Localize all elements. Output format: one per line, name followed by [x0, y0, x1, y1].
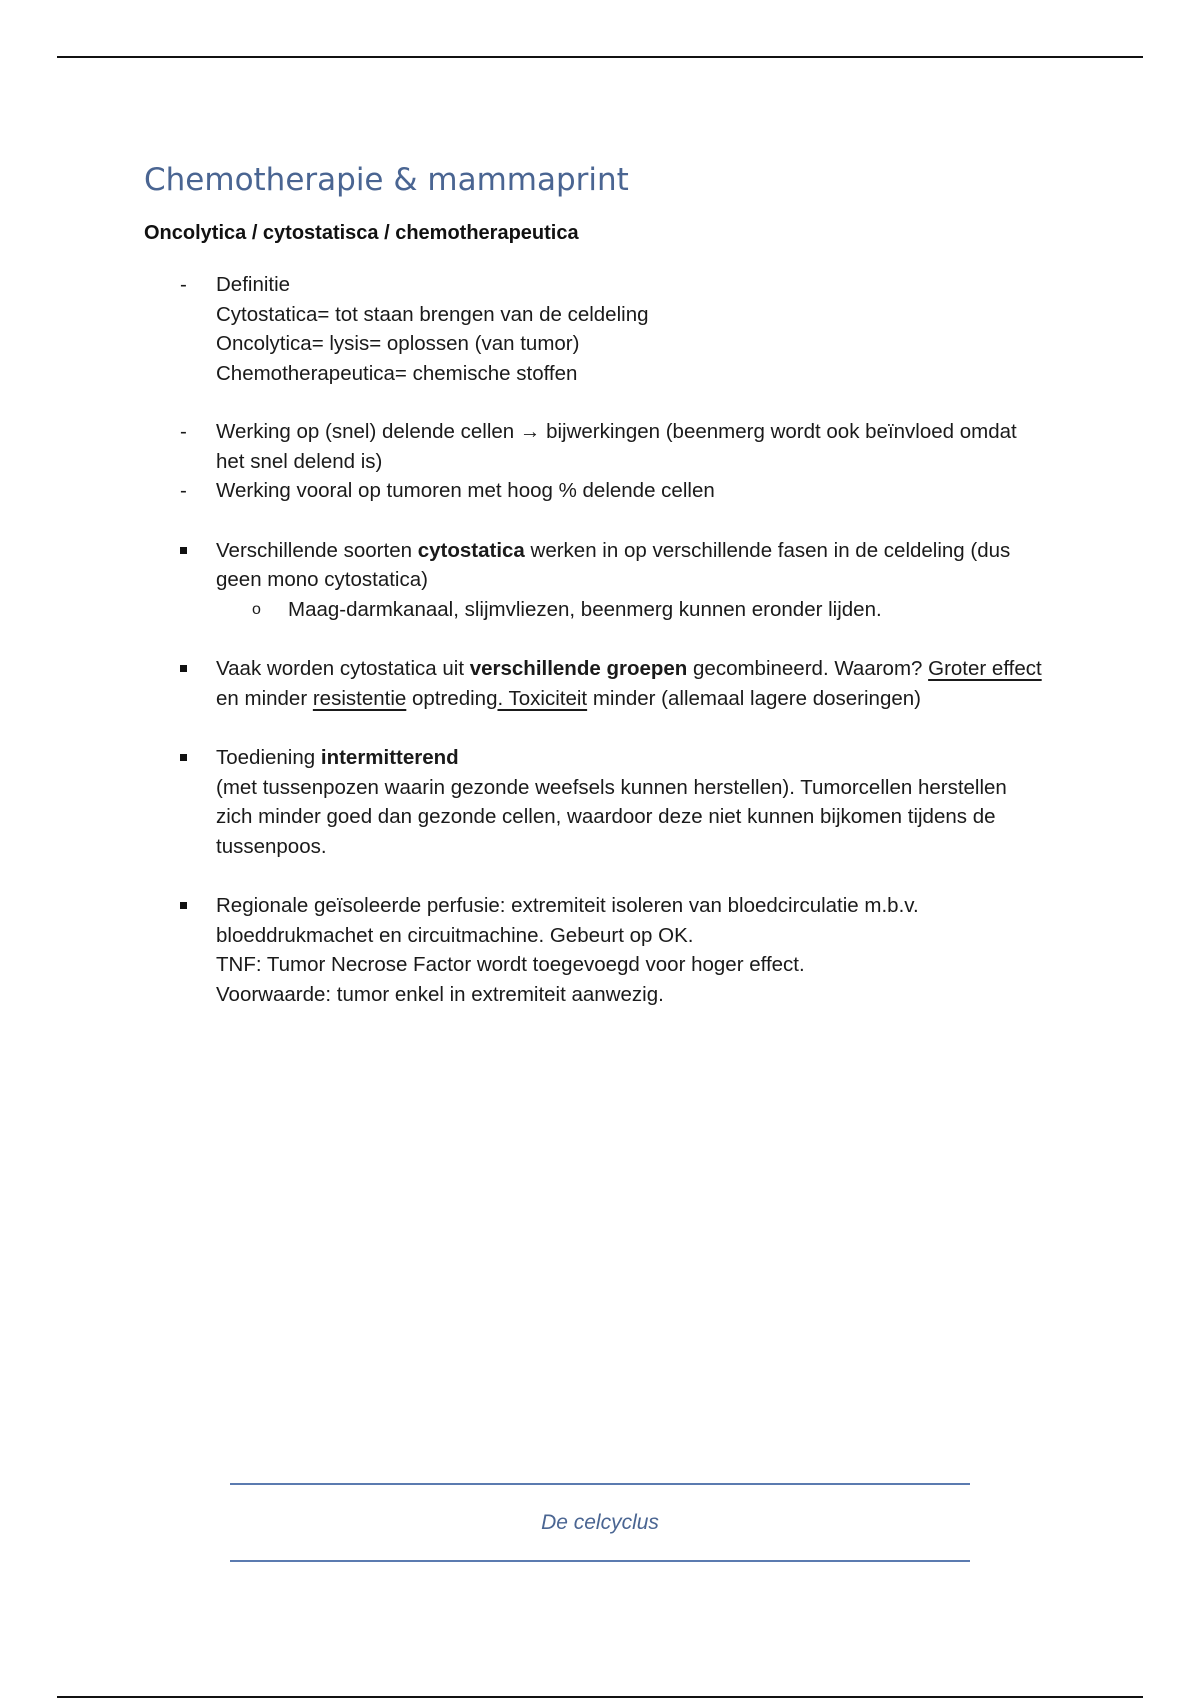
administration-item — [144, 743, 1044, 861]
types-bold: cytostatica — [417, 538, 525, 562]
perfusion-line-2: TNF: Tumor Necrose Factor wordt toegevoegd voor hoger effect. — [216, 953, 805, 976]
types-text-b: werken in op verschillende fasen in de celdeling (dus geen mono cytostatica) — [216, 538, 1011, 591]
combination-item — [144, 654, 1044, 713]
square-bullet-icon — [180, 743, 200, 761]
dash-marker: - — [180, 479, 187, 502]
page-title: Chemotherapie & mammaprint — [144, 162, 629, 198]
arrow-right-icon: → — [519, 420, 541, 443]
perfusion-line-1: Regionale geïsoleerde perfusie: extremiteit isoleren van bloedcirculatie m.b.v. bloeddrukmachet en circuitmachine. Gebeurt op OK. — [216, 894, 919, 947]
administration-text-a: Toediening — [216, 746, 321, 769]
combination-underline-resistance: resistentie — [312, 686, 407, 710]
footer-rule — [57, 1696, 1143, 1698]
square-bullet-icon — [180, 654, 200, 672]
types-sub-item — [216, 595, 1044, 625]
definition-line-cytostatica: Cytostatica= tot staan brengen van de celdeling — [216, 302, 649, 326]
combination-text-c: en minder — [216, 686, 313, 710]
combination-bold: verschillende groepen — [469, 657, 688, 680]
types-item — [144, 536, 1044, 625]
circle-bullet-icon: o — [252, 600, 261, 618]
definition-line-chemotherapeutica: Chemotherapeutica= chemische stoffen — [216, 361, 578, 385]
header-rule — [57, 56, 1143, 58]
definition-list — [144, 270, 1044, 388]
dash-marker: - — [180, 420, 187, 443]
administration-detail: (met tussenpozen waarin gezonde weefsels kunnen herstellen). Tumorcellen herstellen zich minder goed dan gezonde cellen, waardoor deze niet kunnen bijkomen tijdens de tussenpoos. — [216, 775, 1007, 858]
definition-heading: Definitie — [216, 273, 291, 296]
square-bullet-icon — [180, 891, 200, 909]
definition-item — [144, 270, 1044, 388]
types-sublist — [216, 595, 1044, 625]
combination-text-a: Vaak worden cytostatica uit — [216, 657, 470, 680]
combination-underline-effect: Groter effect — [928, 657, 1042, 680]
footer-title: De celcyclus — [541, 1510, 659, 1534]
effects-text-tumors: Werking vooral op tumoren met hoog % delende cellen — [216, 479, 715, 502]
perfusion-list — [144, 891, 1044, 1009]
administration-bold: intermitterend — [320, 746, 459, 769]
combination-list — [144, 654, 1044, 713]
types-text-a: Verschillende soorten — [216, 538, 418, 562]
square-bullet-icon — [180, 536, 200, 554]
dash-marker: - — [180, 273, 187, 296]
effects-item-tumors — [144, 476, 1044, 506]
combination-text-d: optreding — [406, 686, 498, 710]
combination-text-e: minder (allemaal lagere doseringen) — [587, 686, 921, 710]
effects-list — [144, 417, 1044, 506]
combination-underline-toxicity: . Toxiciteit — [497, 686, 588, 710]
footer-box — [230, 1483, 970, 1562]
administration-list — [144, 743, 1044, 861]
effects-item-dividing-cells — [144, 417, 1044, 476]
effects-text-a: Werking op (snel) delende cellen — [216, 420, 520, 443]
perfusion-item — [144, 891, 1044, 1009]
types-sub-text: Maag-darmkanaal, slijmvliezen, beenmerg kunnen eronder lijden. — [288, 597, 882, 621]
effects-text-b: bijwerkingen (beenmerg wordt ook beïnvloed omdat het snel delend is) — [216, 420, 1017, 473]
combination-text-b: gecombineerd. Waarom? — [687, 657, 929, 680]
definition-line-oncolytica: Oncolytica= lysis= oplossen (van tumor) — [216, 332, 580, 355]
perfusion-line-3: Voorwaarde: tumor enkel in extremiteit aanwezig. — [216, 982, 664, 1006]
document-body — [144, 160, 1044, 1009]
types-list — [144, 536, 1044, 625]
section-subtitle: Oncolytica / cytostatisca / chemotherapeutica — [144, 222, 579, 244]
